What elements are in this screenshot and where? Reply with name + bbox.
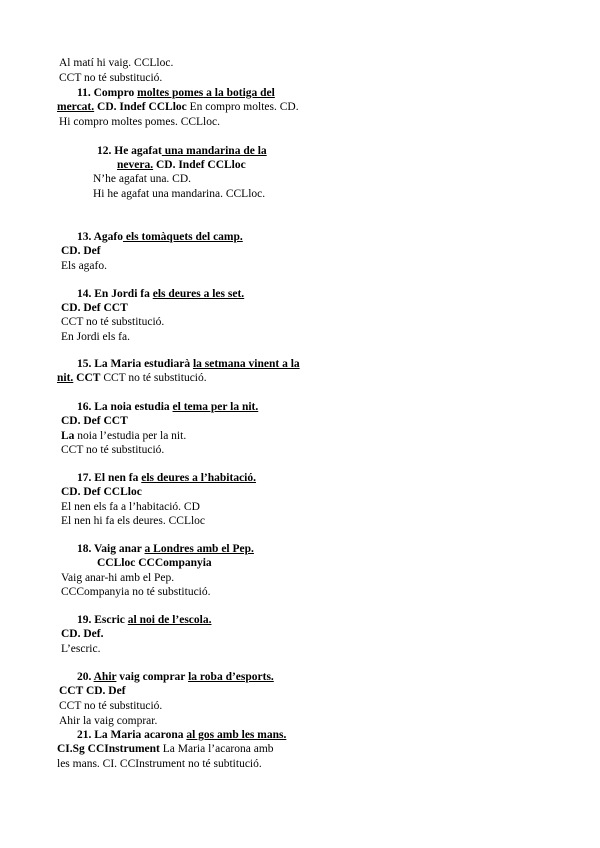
exercise-17-tags: CD. Def CCLloc [61, 486, 142, 498]
exercise-17-underlined-1: els deures a l’habitació. [141, 472, 257, 484]
exercise-15-answer-1: CCT no té substitució. [100, 372, 207, 384]
exercise-12-line-2 [117, 158, 246, 173]
exercise-18-tags: CCLloc CCCompanyia [97, 557, 212, 569]
exercise-15-sentence [77, 357, 300, 372]
exercise-12-answer-1: N’he agafat una. CD. [93, 173, 192, 185]
exercise-20-tags: CCT CD. Def [59, 685, 126, 697]
exercise-13-underlined-1: els tomàquets del camp. [123, 231, 243, 243]
exercise-11-tags: CD. Indef CCLloc [94, 101, 187, 113]
exercise-13-answer-1: Els agafo. [61, 260, 107, 272]
exercise-11-line-2 [57, 100, 299, 115]
exercise-17-answer-2: El nen hi fa els deures. CCLloc [61, 515, 206, 527]
exercise-16-answer-1-rest: noia l’estudia per la nit. [74, 430, 187, 442]
exercise-19-sentence [77, 613, 211, 628]
exercise-12-sentence [97, 144, 267, 159]
exercise-18-answer-1: Vaig anar-hi amb el Pep. [61, 572, 175, 584]
exercise-21-answer-1: La Maria l’acarona amb [159, 743, 274, 755]
intro-line-2: CCT no té substitució. [59, 72, 163, 84]
exercise-14-underlined-1: els deures a les set. [152, 288, 245, 300]
exercise-12-answer-2: Hi he agafat una mandarina. CCLloc. [93, 188, 266, 200]
exercise-11-underlined-2: a la botiga del [203, 87, 275, 99]
exercise-15-line-2 [57, 371, 207, 386]
exercise-11-underlined-3: mercat. [57, 101, 95, 113]
exercise-18-answer-2: CCCompanyia no té substitució. [61, 586, 211, 598]
exercise-15-underlined-1: la setmana vinent a la [192, 358, 300, 370]
exercise-21-underlined-1: al gos amb les mans. [186, 729, 287, 741]
exercise-17-sentence [77, 471, 256, 486]
exercise-16-answer-1 [61, 429, 186, 444]
exercise-11-underlined-1: moltes pomes [137, 87, 204, 99]
exercise-12-underlined-1: una mandarina de la [161, 145, 267, 157]
exercise-16-answer-1-lead: La [61, 430, 75, 442]
exercise-19-underlined-1: al noi de l’escola. [127, 614, 212, 626]
exercise-17-number: 17. El nen fa [77, 472, 142, 484]
exercise-21-sentence [77, 728, 286, 743]
exercise-14-tags: CD. Def CCT [61, 302, 128, 314]
exercise-16-number: 16. La noia estudia [77, 401, 173, 413]
exercise-12-underlined-2: nevera. [117, 159, 154, 171]
exercise-15-underlined-2: nit. [57, 372, 74, 384]
exercise-19-answer-1: L’escric. [61, 643, 101, 655]
exercise-16-answer-2: CCT no té substitució. [61, 444, 165, 456]
intro-line-1: Al matí hi vaig. CCLloc. [59, 57, 174, 69]
exercise-12-number: 12. He agafat [97, 145, 162, 157]
exercise-14-answer-1: CCT no té substitució. [61, 316, 165, 328]
exercise-15-number: 15. La Maria estudiarà [77, 358, 193, 370]
exercise-15-tags: CCT [73, 372, 101, 384]
exercise-16-tags: CD. Def CCT [61, 415, 128, 427]
exercise-16-underlined-1: el tema per la nit. [172, 401, 259, 413]
exercise-17-answer-1: El nen els fa a l’habitació. CD [61, 501, 200, 513]
exercise-11-number: 11. Compro [77, 87, 138, 99]
exercise-21-tags: CI.Sg CCInstrument [57, 743, 160, 755]
exercise-21-answer-2: les mans. CI. CCInstrument no té subtitució. [57, 758, 262, 770]
exercise-16-sentence [77, 400, 258, 415]
exercise-19-tags: CD. Def. [61, 628, 104, 640]
exercise-14-number: 14. En Jordi fa [77, 288, 153, 300]
exercise-20-number: 20. [77, 671, 94, 683]
exercise-20-middle: vaig comprar [116, 671, 189, 683]
exercise-18-number: 18. Vaig anar [77, 543, 145, 555]
exercise-14-answer-2: En Jordi els fa. [61, 331, 130, 343]
exercise-19-number: 19. Escric [77, 614, 128, 626]
exercise-18-sentence [77, 542, 254, 557]
exercise-20-answer-2: Ahir la vaig comprar. [59, 715, 158, 727]
exercise-20-sentence [77, 670, 274, 685]
exercise-13-tags: CD. Def [61, 245, 101, 257]
exercise-13-number: 13. Agafo [77, 231, 123, 243]
exercise-11-sentence [77, 86, 275, 101]
exercise-20-answer-1: CCT no té substitució. [59, 700, 163, 712]
exercise-20-underlined-1: Ahir [93, 671, 117, 683]
exercise-18-underlined-1: a Londres amb el Pep. [144, 543, 254, 555]
exercise-14-sentence [77, 287, 244, 302]
exercise-21-line-2 [57, 742, 274, 757]
exercise-20-underlined-2: la roba d’esports. [188, 671, 274, 683]
exercise-13-sentence [77, 230, 243, 245]
exercise-12-tags: CD. Indef CCLloc [153, 159, 246, 171]
exercise-11-answer-1: En compro moltes. CD. [186, 101, 299, 113]
exercise-11-answer-2: Hi compro moltes pomes. CCLloc. [59, 116, 220, 128]
exercise-21-number: 21. La Maria acarona [77, 729, 187, 741]
